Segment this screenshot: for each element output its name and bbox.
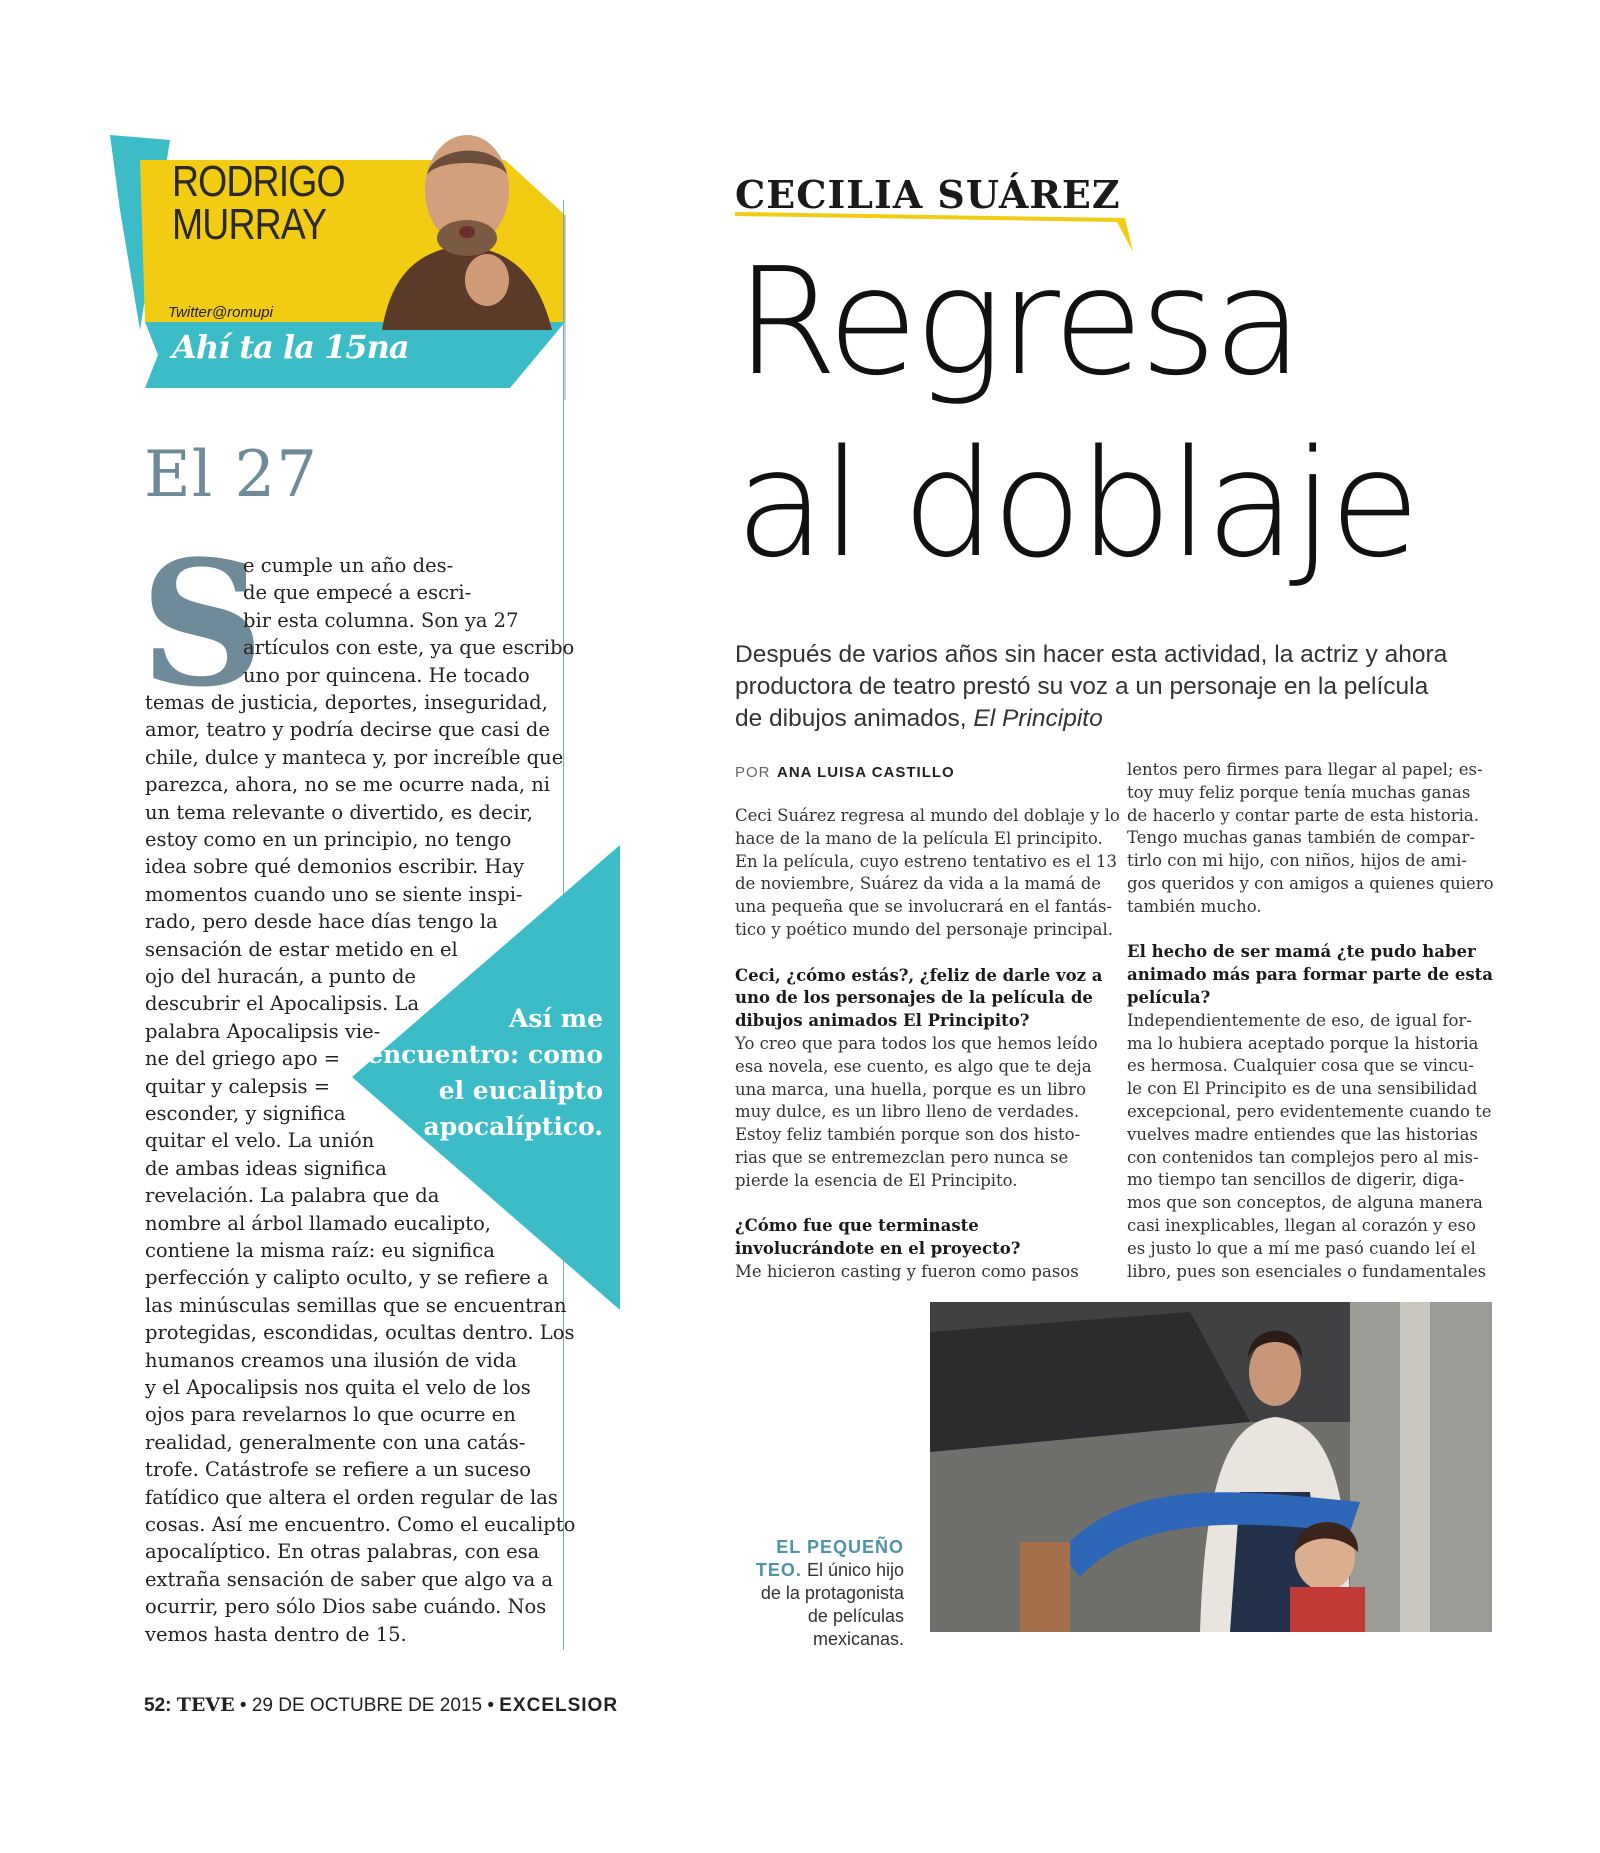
article-text-line: En la película, cuyo estreno tentativo es el 13 [735,851,1117,871]
article-text-line: esa novela, ese cuento, es algo que te deja [735,1056,1092,1076]
pull-quote-line: encuentro: como [367,1040,603,1069]
interview-question-line: Ceci, ¿cómo estás?, ¿feliz de darle voz a [735,965,1103,985]
article-text-line: le con El Principito es de una sensibilidad [1127,1079,1478,1099]
deck-line [735,707,1103,732]
column-text-line: protegidas, escondidas, ocultas dentro. Los [145,1321,575,1345]
magazine-name: TEVE [176,1694,235,1716]
article-text-line: Yo creo que para todos los que hemos leído [735,1034,1098,1053]
article-text-line: tico y poético mundo del personaje principal. [735,920,1113,939]
column-text-line: estoy como en un principio, no tengo [145,828,512,851]
column-text-line: ojo del huracán, a punto de [145,965,416,988]
column-text-line: revelación. La palabra que da [145,1184,440,1208]
article-text-line: gos queridos y con amigos a quienes quiero [1127,874,1494,893]
caption-text: El único hijo [801,1560,904,1580]
column-text-line: rado, pero desde hace días tengo la [145,910,498,934]
footer-separator: • [487,1695,494,1716]
interview-question-line: El hecho de ser mamá ¿te pudo haber [1127,942,1476,962]
publication-name: EXCELSIOR [499,1695,619,1716]
deck-line: productora de teatro prestó su voz a un personaje en la película [735,673,1429,700]
column-heading: El 27 [144,438,318,512]
footer-separator: • [239,1695,247,1716]
interview-question-line: uno de los personajes de la película de [735,988,1093,1008]
column-text-line: de que empecé a escri- [243,581,472,605]
column-text-line: sensación de estar metido en el [145,937,458,961]
caption-highlight: TEO. [755,1560,802,1580]
article-text-line: es hermosa. Cualquier cosa que se vincu- [1127,1056,1474,1076]
column-text-line: idea sobre qué demonios escribir. Hay [145,855,525,879]
column-text-line: de ambas ideas significa [145,1156,387,1180]
article-text-line: es justo lo que a mí me pasó cuando leí el [1127,1238,1476,1258]
column-text-line: perfección y calipto oculto, y se refiere a [145,1266,549,1290]
column-text-line: quitar el velo. La unión [145,1129,375,1153]
article-text-line: mos que son conceptos, de alguna manera [1127,1193,1483,1213]
article-text-line: toy muy feliz porque tenía muchas ganas [1127,782,1471,802]
column-text-line: extraña sensación de saber que algo va a [145,1567,554,1591]
column-text-line: chile, dulce y manteca y, por increíble que [145,745,564,769]
pull-quote-line: Así me [508,1004,603,1033]
column-title: Ahí ta la 15na [172,328,409,366]
article-photo [930,1302,1492,1632]
caption-highlight: EL PEQUEÑO [776,1537,904,1557]
column-text-line: ocurrir, pero sólo Dios sabe cuándo. Nos [145,1595,547,1619]
column-text-line: ne del griego apo = [145,1047,341,1071]
column-text-line: momentos cuando uno se siente inspi- [145,882,523,906]
byline-prefix: POR [735,764,771,781]
article-text-line: Independientemente de eso, de igual for- [1127,1010,1472,1030]
article-text-line: tirlo con mi hijo, con niños, hijos de ami- [1127,851,1467,871]
author-photo [372,120,557,330]
article-text-line: Me hicieron casting y fueron como pasos [735,1262,1079,1281]
issue-date: 29 DE OCTUBRE DE 2015 [251,1695,483,1716]
page-number: 52: [144,1695,172,1716]
column-text-line: parezca, ahora, no se me ocurre nada, ni [145,773,551,797]
author-last-name: MURRAY [172,200,327,249]
article-text-line: lentos pero firmes para llegar al papel; es- [1127,760,1483,779]
column-text-line: y el Apocalipsis nos quita el velo de los [145,1376,531,1399]
article-text-line: Tengo muchas ganas también de compar- [1127,828,1475,848]
column-text-line: trofe. Catástrofe se refiere a un suceso [145,1458,532,1482]
article-text-line: excepcional, pero evidentemente cuando te [1127,1102,1492,1121]
caption-line: de películas [807,1606,904,1626]
caption-line: mexicanas. [812,1629,904,1649]
column-text-line: vemos hasta dentro de 15. [145,1622,407,1646]
pull-quote-line: el eucalipto [438,1076,603,1105]
column-text-line: ojos para revelarnos lo que ocurre en [145,1403,516,1427]
column-text-line: descubrir el Apocalipsis. La [145,992,420,1016]
interview-question-line: animado más para formar parte de esta [1127,965,1493,985]
column-text-line: artículos con este, ya que escribo [243,636,575,660]
column-text-line: un tema relevante o divertido, es decir, [145,800,533,824]
column-text-line: las minúsculas semillas que se encuentran [145,1293,567,1317]
deck-line: Después de varios años sin hacer esta actividad, la actriz y ahora [735,641,1448,668]
column-text-line: temas de justicia, deportes, inseguridad, [145,691,548,714]
column-text-line: amor, teatro y podría decirse que casi de [145,718,550,742]
author-first-name: RODRIGO [172,157,345,206]
article-text-line: rias que se entremezclan pero nunca se [735,1148,1069,1167]
column-text-line: cosas. Así me encuentro. Como el eucalipto [145,1513,576,1536]
page-footer [144,1694,618,1717]
caption-line [776,1538,904,1556]
article-text-line: pierde la esencia de El Principito. [735,1170,1018,1190]
drop-cap: S [140,522,265,725]
article-text-line: de hacerlo y contar parte de esta historia. [1127,805,1479,825]
column-text-line: realidad, generalmente con una catás- [145,1430,526,1454]
pull-quote-line: apocalíptico. [423,1112,603,1141]
column-text-line: humanos creamos una ilusión de vida [145,1348,517,1372]
article-text-line: mo tiempo tan sencillos de digerir, diga- [1127,1170,1465,1190]
column-text-line: contiene la misma raíz: eu significa [145,1239,495,1262]
column-text-line: esconder, y significa [145,1102,346,1125]
column-text-line: bir esta columna. Son ya 27 [243,608,519,632]
byline-author: ANA LUISA CASTILLO [777,764,955,781]
column-text-line: apocalíptico. En otras palabras, con esa [145,1540,540,1564]
article-text-line: también mucho. [1127,896,1262,916]
author-twitter-handle: Twitter@romupi [168,304,273,321]
article-text-line: vuelves madre entiendes que las historias [1127,1124,1478,1144]
column-text-line: nombre al árbol llamado eucalipto, [145,1211,492,1235]
column-text-line: e cumple un año des- [243,554,454,577]
column-header [110,110,570,400]
column-text-line: fatídico que altera el orden regular de las [145,1485,558,1509]
headline-line-2: al doblaje [735,418,1417,590]
column-text-line: palabra Apocalipsis vie- [145,1019,381,1043]
article-text-line: con contenidos tan complejos pero al mis- [1127,1147,1479,1167]
interview-question-line: involucrándote en el proyecto? [735,1239,1021,1259]
column-text-line: quitar y calepsis = [145,1074,331,1098]
caption-line: de la protagonista [760,1583,904,1603]
deck-film-title: El Principito [973,705,1103,732]
interview-question-line: dibujos animados El Principito? [735,1011,1030,1031]
article-text-line: una pequeña que se involucrará en el fantás- [735,897,1113,917]
article-text-line: libro, pues son esenciales o fundamentales [1127,1261,1487,1281]
column-text-line: uno por quincena. He tocado [243,663,530,687]
article-text-line: Estoy feliz también porque son dos histo- [735,1125,1081,1145]
article-text-line: de noviembre, Suárez da vida a la mamá de [735,874,1102,894]
interview-question-line: ¿Cómo fue que terminaste [735,1216,979,1236]
article-text-line: muy dulce, es un libro lleno de verdades. [735,1102,1080,1122]
article-text-line: casi inexplicables, llegan al corazón y eso [1127,1216,1476,1235]
article-text-line: ma lo hubiera aceptado porque la historia [1127,1033,1479,1053]
caption-line [756,1561,904,1579]
article-text-line: hace de la mano de la película El principito. [735,828,1103,848]
interview-question-line: película? [1127,988,1211,1007]
article-text-line: Ceci Suárez regresa al mundo del doblaje y lo [735,806,1120,825]
deck-text: de dibujos animados, [735,705,974,732]
article-kicker: CECILIA SUÁREZ [735,172,1121,217]
headline-line-1: Regresa [735,236,1300,408]
article-text-line: una marca, una huella, porque es un libro [735,1079,1087,1099]
